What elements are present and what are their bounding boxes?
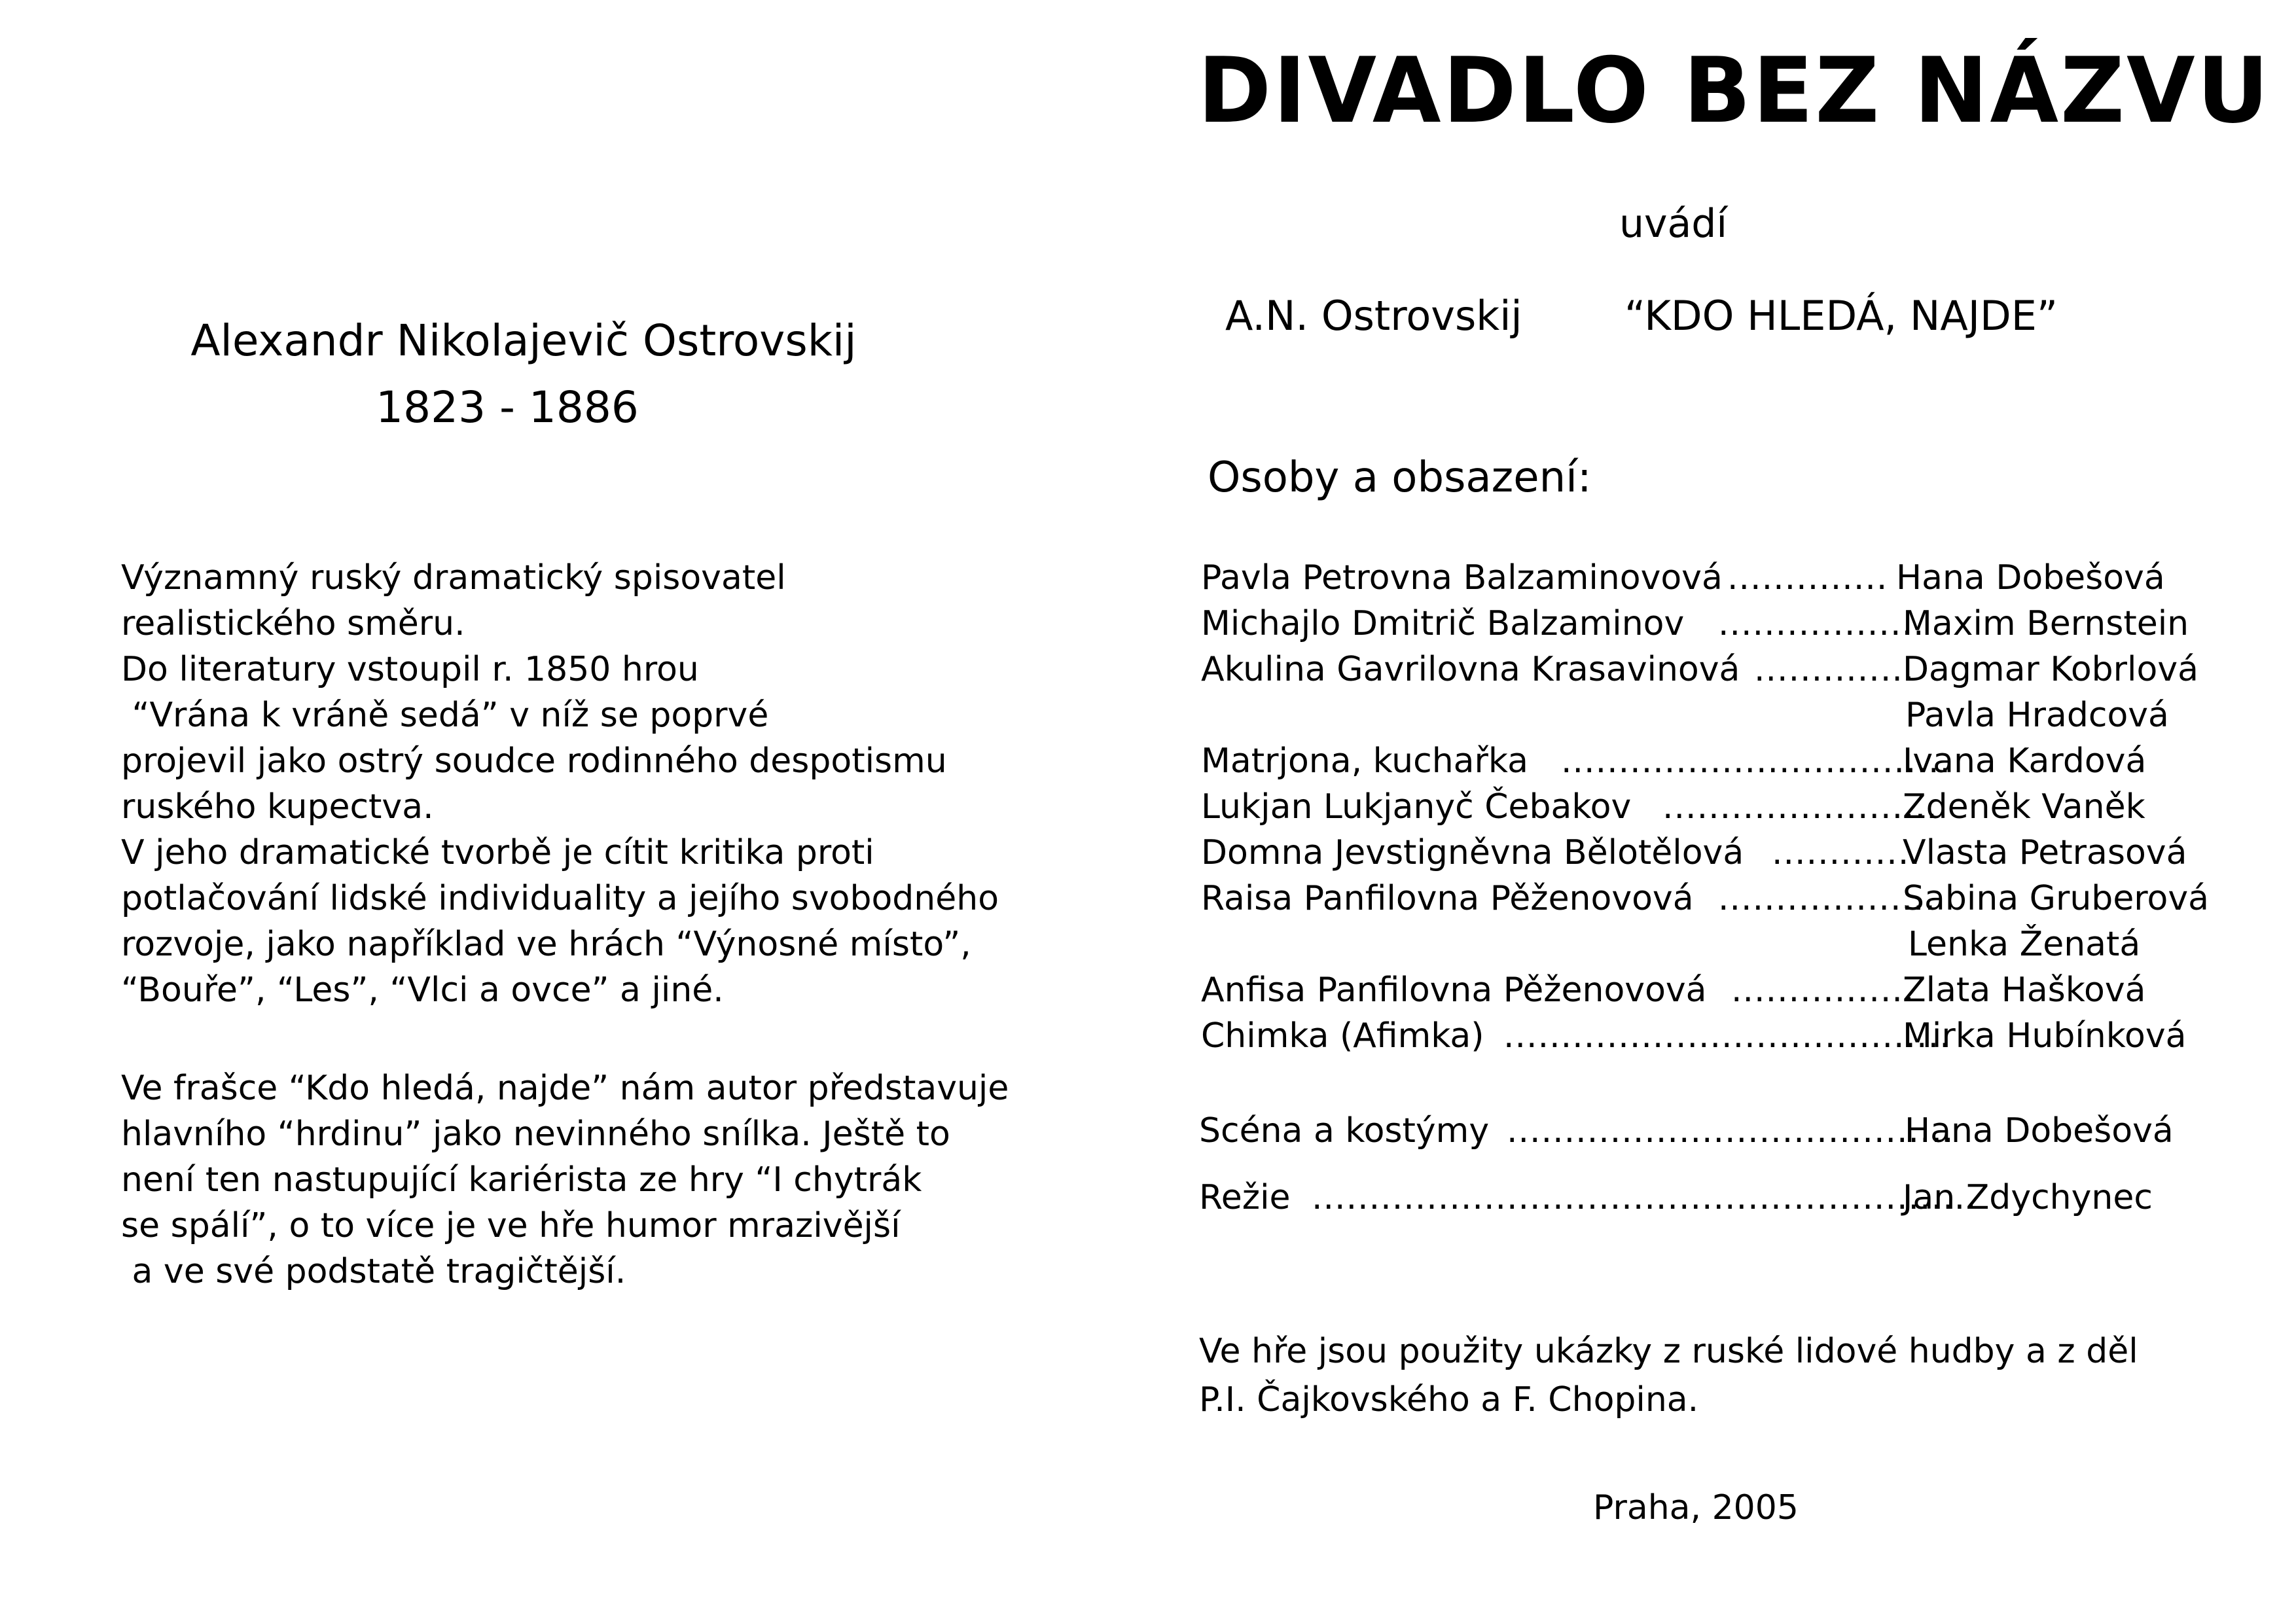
cast-row bbox=[1201, 879, 2222, 925]
description-line: není ten nastupující kariérista ze hry “I chytrák bbox=[121, 1160, 922, 1200]
theatre-company-title: DIVADLO BEZ NÁZVU bbox=[1198, 38, 2271, 143]
biography-line: projevil jako ostrý soudce rodinného despotismu bbox=[121, 741, 947, 781]
biography-line: “Bouře”, “Les”, “Vlci a ovce” a jiné. bbox=[121, 971, 724, 1010]
role-name: Chimka (Afimka) bbox=[1201, 1016, 1484, 1056]
cast-heading: Osoby a obsazení: bbox=[1208, 454, 1592, 502]
leader-dots: ............. bbox=[1772, 833, 1921, 872]
leader-dots: .................................. bbox=[1561, 741, 1951, 781]
leader-dots: ........................ bbox=[1662, 787, 1938, 827]
actor-name: Maxim Bernstein bbox=[1903, 604, 2189, 643]
description-line: se spálí”, o to více je ve hře humor mrazivější bbox=[121, 1206, 901, 1245]
author-biography bbox=[121, 555, 999, 1013]
play-description bbox=[121, 1065, 1009, 1294]
actor-name: Hana Dobešová bbox=[1896, 558, 2165, 597]
cast-row bbox=[1201, 925, 2222, 971]
cast-row bbox=[1201, 604, 2222, 650]
biography-line: ruského kupectva. bbox=[121, 787, 434, 827]
biography-line: rozvoje, jako například ve hrách “Výnosné místo”, bbox=[121, 925, 971, 964]
description-line: Ve frašce “Kdo hledá, najde” nám autor představuje bbox=[121, 1069, 1009, 1108]
cast-row bbox=[1201, 787, 2222, 833]
play-title: “KDO HLEDÁ, NAJDE” bbox=[1624, 292, 2058, 340]
actor-name: Vlasta Petrasová bbox=[1903, 833, 2187, 872]
credit-director bbox=[1199, 1178, 2220, 1224]
biography-line: potlačování lidské individuality a jejího svobodného bbox=[121, 879, 999, 918]
leader-dots: ................... bbox=[1718, 879, 1937, 918]
description-line: hlavního “hrdinu” jako nevinného snílka. Ještě to bbox=[121, 1115, 950, 1154]
actor-name: Lenka Ženatá bbox=[1908, 925, 2141, 964]
actor-name: Mirka Hubínková bbox=[1903, 1016, 2187, 1056]
cast-row bbox=[1201, 696, 2222, 741]
actor-name: Zlata Hašková bbox=[1903, 971, 2146, 1010]
place-and-year: Praha, 2005 bbox=[1593, 1488, 1799, 1527]
cast-row bbox=[1201, 833, 2222, 879]
biography-line: V jeho dramatické tvorbě je cítit kritika proti bbox=[121, 833, 874, 872]
note-line: P.I. Čajkovského a F. Chopina. bbox=[1199, 1380, 1699, 1419]
biography-line: Významný ruský dramatický spisovatel bbox=[121, 558, 786, 597]
music-note bbox=[1199, 1327, 2138, 1424]
cast-row bbox=[1201, 558, 2222, 604]
biography-line: realistického směru. bbox=[121, 604, 465, 643]
role-name: Michajlo Dmitrič Balzaminov bbox=[1201, 604, 1685, 643]
leader-dots: .......................................................... bbox=[1312, 1178, 1977, 1217]
leader-dots: .................. bbox=[1718, 604, 1925, 643]
role-name: Domna Jevstigněvna Bělotělová bbox=[1201, 833, 1744, 872]
leader-dots: ....................................... bbox=[1503, 1016, 1951, 1056]
role-name: Raisa Panfilovna Pěženovová bbox=[1201, 879, 1694, 918]
play-author: A.N. Ostrovskij bbox=[1225, 292, 1522, 340]
leader-dots: ....................................... bbox=[1507, 1111, 1954, 1150]
credit-scene-costumes bbox=[1199, 1111, 2220, 1157]
actor-name: Pavla Hradcová bbox=[1905, 696, 2169, 735]
actor-name: Dagmar Kobrlová bbox=[1903, 650, 2198, 689]
cast-row bbox=[1201, 1016, 2222, 1062]
role-name: Akulina Gavrilovna Krasavinová bbox=[1201, 650, 1740, 689]
role-name: Pavla Petrovna Balzaminovová bbox=[1201, 558, 1723, 597]
role-name: Anfisa Panfilovna Pěženovová bbox=[1201, 971, 1707, 1010]
biography-line: Do literatury vstoupil r. 1850 hrou bbox=[121, 650, 699, 689]
credit-person: Hana Dobešová bbox=[1905, 1111, 2174, 1150]
actor-name: Zdeněk Vaněk bbox=[1903, 787, 2145, 827]
role-name: Lukjan Lukjanyč Čebakov bbox=[1201, 787, 1632, 827]
note-line: Ve hře jsou použity ukázky z ruské lidové hudby a z děl bbox=[1199, 1332, 2138, 1371]
actor-name: Ivana Kardová bbox=[1903, 741, 2147, 781]
author-years: 1823 - 1886 bbox=[376, 382, 639, 433]
author-name: Alexandr Nikolajevič Ostrovskij bbox=[190, 315, 857, 366]
credit-role: Režie bbox=[1199, 1178, 1291, 1217]
description-line: a ve své podstatě tragičtější. bbox=[121, 1252, 626, 1291]
credit-person: Jan Zdychynec bbox=[1903, 1178, 2153, 1217]
cast-row bbox=[1201, 650, 2222, 696]
leader-dots: .............. bbox=[1754, 650, 1915, 689]
leader-dots: ................ bbox=[1731, 971, 1915, 1010]
presents-label: uvádí bbox=[1619, 201, 1728, 247]
cast-row bbox=[1201, 741, 2222, 787]
role-name: Matrjona, kuchařka bbox=[1201, 741, 1528, 781]
biography-line: “Vrána k vráně sedá” v níž se poprvé bbox=[121, 696, 769, 735]
cast-row bbox=[1201, 971, 2222, 1016]
credit-role: Scéna a kostýmy bbox=[1199, 1111, 1490, 1150]
actor-name: Sabina Gruberová bbox=[1903, 879, 2209, 918]
leader-dots: .............. bbox=[1727, 558, 1888, 597]
